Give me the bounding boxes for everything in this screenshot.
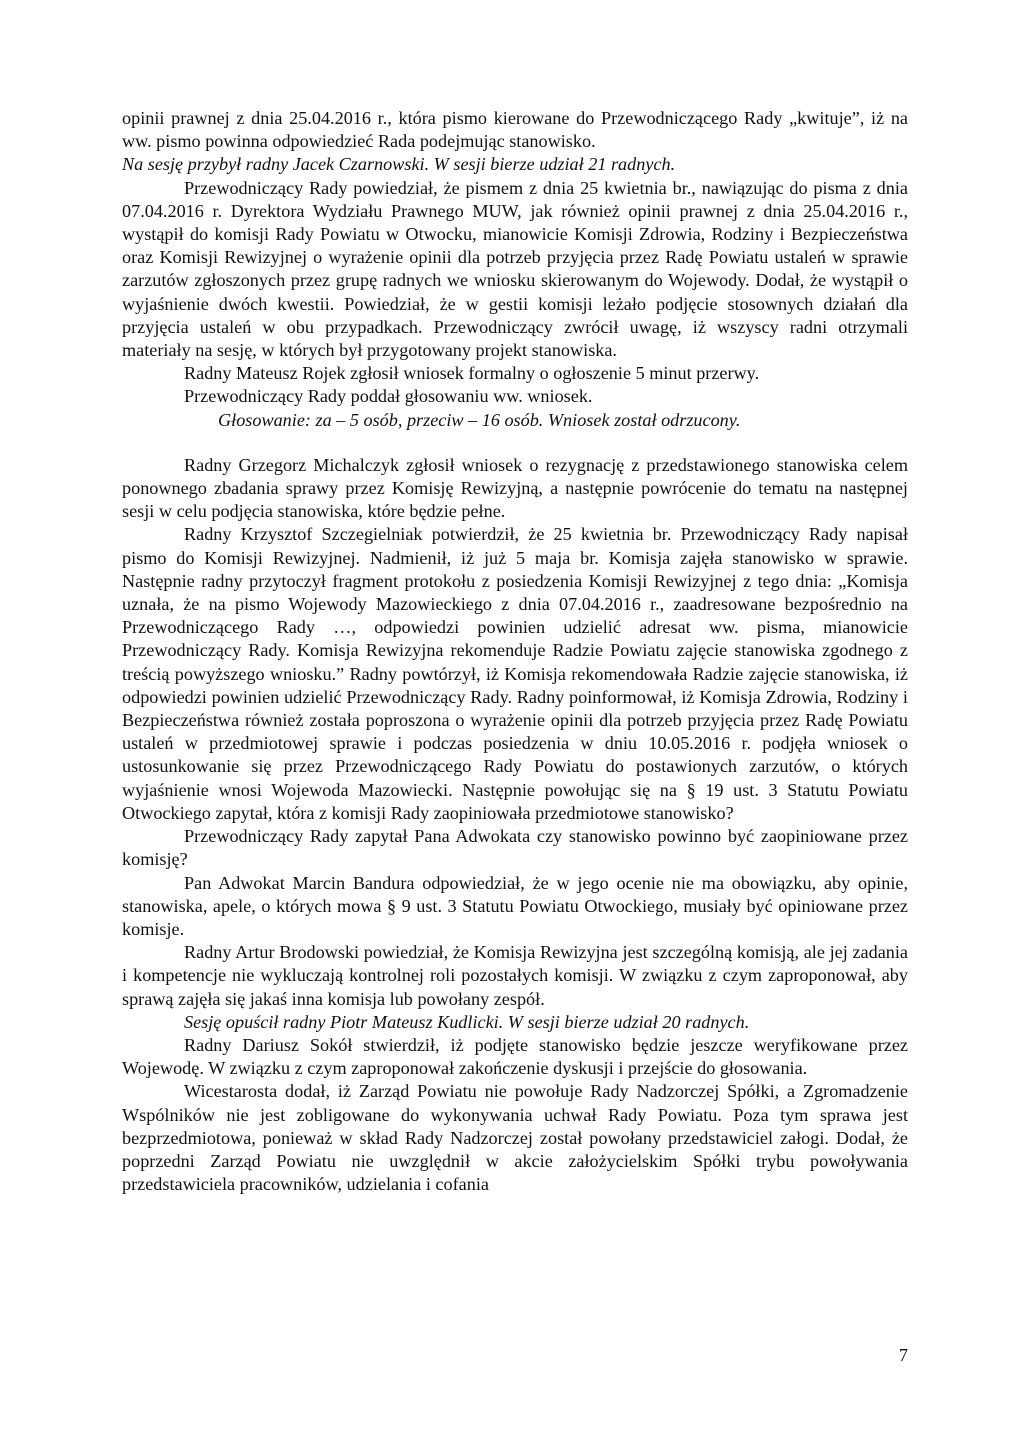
paragraph-szczegielniak: Radny Krzysztof Szczegielniak potwierdził, że 25 kwietnia br. Przewodniczący Rady napisał pismo do Komisji Rewizyjnej. Nadmienił, iż już 5 maja br. Komisja zajęła stanowisko w sprawie. Następnie radny przytoczył fragment protokołu z posiedzenia Komisji Rewizyjnej z tego dnia: „Komisja uznała, że na pismo Wojewody Mazowieckiego z dnia 07.04.2016 r., zaadresowane bezpośrednio na Przewodniczącego Rady …, odpowiedzi powinien udzielić adresat ww. pisma, mianowicie Przewodniczący Rady. Komisja Rewizyjna rekomenduje Radzie Powiatu zajęcie stanowiska zgodnego z treścią powyższego wniosku.” Radny powtórzył, iż Komisja rekomendowała Radzie zajęcie stanowiska, iż odpowiedzi powinien udzielić Przewodniczący Rady. Radny poinformował, iż Komisja Zdrowia, Rodziny i Bezpieczeństwa również została poproszona o wyrażenie opinii dla potrzeb przyjęcia przez Radę Powiatu ustaleń w przedmiotowej sprawie i podczas posiedzenia w dniu 10.05.2016 r. podjęła wniosek o ustosunkowanie się przez Przewodniczącego Rady Powiatu do postawionych zarzutów, o których wyjaśnienie wnosi Wojewoda Mazowiecki. Następnie powołując się na § 19 ust. 3 Statutu Powiatu Otwockiego zapytał, która z komisji Rady zaopiniowała przedmiotowe stanowisko?	[122, 524, 908, 823]
document-body	[122, 107, 908, 1196]
paragraph-continuation: opinii prawnej z dnia 25.04.2016 r., która pismo kierowane do Przewodniczącego Rady „kwituje”, iż na ww. pismo powinna odpowiedzieć Rada podejmując stanowisko.	[122, 108, 908, 152]
paragraph-vote-call: Przewodniczący Rady poddał głosowaniu ww. wniosek.	[184, 386, 593, 407]
session-attendance-note: Na sesję przybył radny Jacek Czarnowski. W sesji bierze udział 21 radnych.	[122, 154, 676, 175]
paragraph-michalczyk: Radny Grzegorz Michalczyk zgłosił wniosek o rezygnację z przedstawionego stanowiska celem ponownego zbadania sprawy przez Komisję Rewizyjną, a następnie powrócenie do tematu na następnej sesji w celu podjęcia stanowiska, które będzie pełne.	[122, 454, 908, 522]
paragraph-sokol: Radny Dariusz Sokół stwierdził, iż podjęte stanowisko będzie jeszcze weryfikowane przez Wojewodę. W związku z czym zaproponował zakończenie dyskusji i przejście do głosowania.	[122, 1034, 908, 1079]
session-departure-note: Sesję opuścił radny Piotr Mateusz Kudlicki. W sesji bierze udział 20 radnych.	[184, 1011, 750, 1032]
page-number: 7	[898, 1345, 908, 1365]
paragraph-advocate-answer: Pan Adwokat Marcin Bandura odpowiedział, że w jego ocenie nie ma obowiązku, aby opinie, stanowiska, apele, o których mowa § 9 ust. 3 Statutu Powiatu Otwockiego, musiały być opiniowane przez komisje.	[122, 872, 908, 939]
paragraph-formal-motion: Radny Mateusz Rojek zgłosił wniosek formalny o ogłoszenie 5 minut przerwy.	[184, 363, 760, 384]
paragraph-chairman-statement: Przewodniczący Rady powiedział, że pismem z dnia 25 kwietnia br., nawiązując do pisma z dnia 07.04.2016 r. Dyrektora Wydziału Prawnego MUW, jak również opinii prawnej z dnia 25.04.2016 r., wystąpił do komisji Rady Powiatu w Otwocku, mianowicie Komisji Zdrowia, Rodziny i Bezpieczeństwa oraz Komisji Rewizyjnej o wyrażenie opinii dla potrzeb przyjęcia przez Radę Powiatu ustaleń w sprawie zarzutów zgłoszonych przez grupę radnych we wniosku skierowanym do Wojewody. Dodał, że wystąpił o wyjaśnienie dwóch kwestii. Powiedział, że w gestii komisji leżało podjęcie stosownych działań dla przyjęcia ustaleń w obu przypadkach. Przewodniczący zwrócił uwagę, iż wszyscy radni otrzymali materiały na sesję, w których był przygotowany projekt stanowiska.	[122, 177, 908, 361]
paragraph-brodowski: Radny Artur Brodowski powiedział, że Komisja Rewizyjna jest szczególną komisją, ale jej zadania i kompetencje nie wykluczają kontrolnej roli pozostałych komisji. W związku z czym zaproponował, aby sprawą zajęła się jakaś inna komisja lub powołany zespół.	[122, 942, 908, 1009]
paragraph-vice-starost: Wicestarosta dodał, iż Zarząd Powiatu nie powołuje Rady Nadzorczej Spółki, a Zgromadzenie Wspólników nie jest zobligowane do wykonywania uchwał Rady Powiatu. Poza tym sprawa jest bezprzedmiotowa, ponieważ w skład Rady Nadzorczej został powołany przedstawiciel załogi. Dodał, że poprzedni Zarząd Powiatu nie uwzględnił w akcie założycielskim Spółki trybu powoływania przedstawiciela pracowników, udzielania i cofania	[122, 1081, 908, 1195]
paragraph-question-to-advocate: Przewodniczący Rady zapytał Pana Adwokata czy stanowisko powinno być zaopiniowane przez komisję?	[122, 826, 908, 870]
vote-result: Głosowanie: za – 5 osób, przeciw – 16 osób. Wniosek został odrzucony.	[218, 409, 741, 430]
paragraph-gap	[122, 432, 908, 454]
